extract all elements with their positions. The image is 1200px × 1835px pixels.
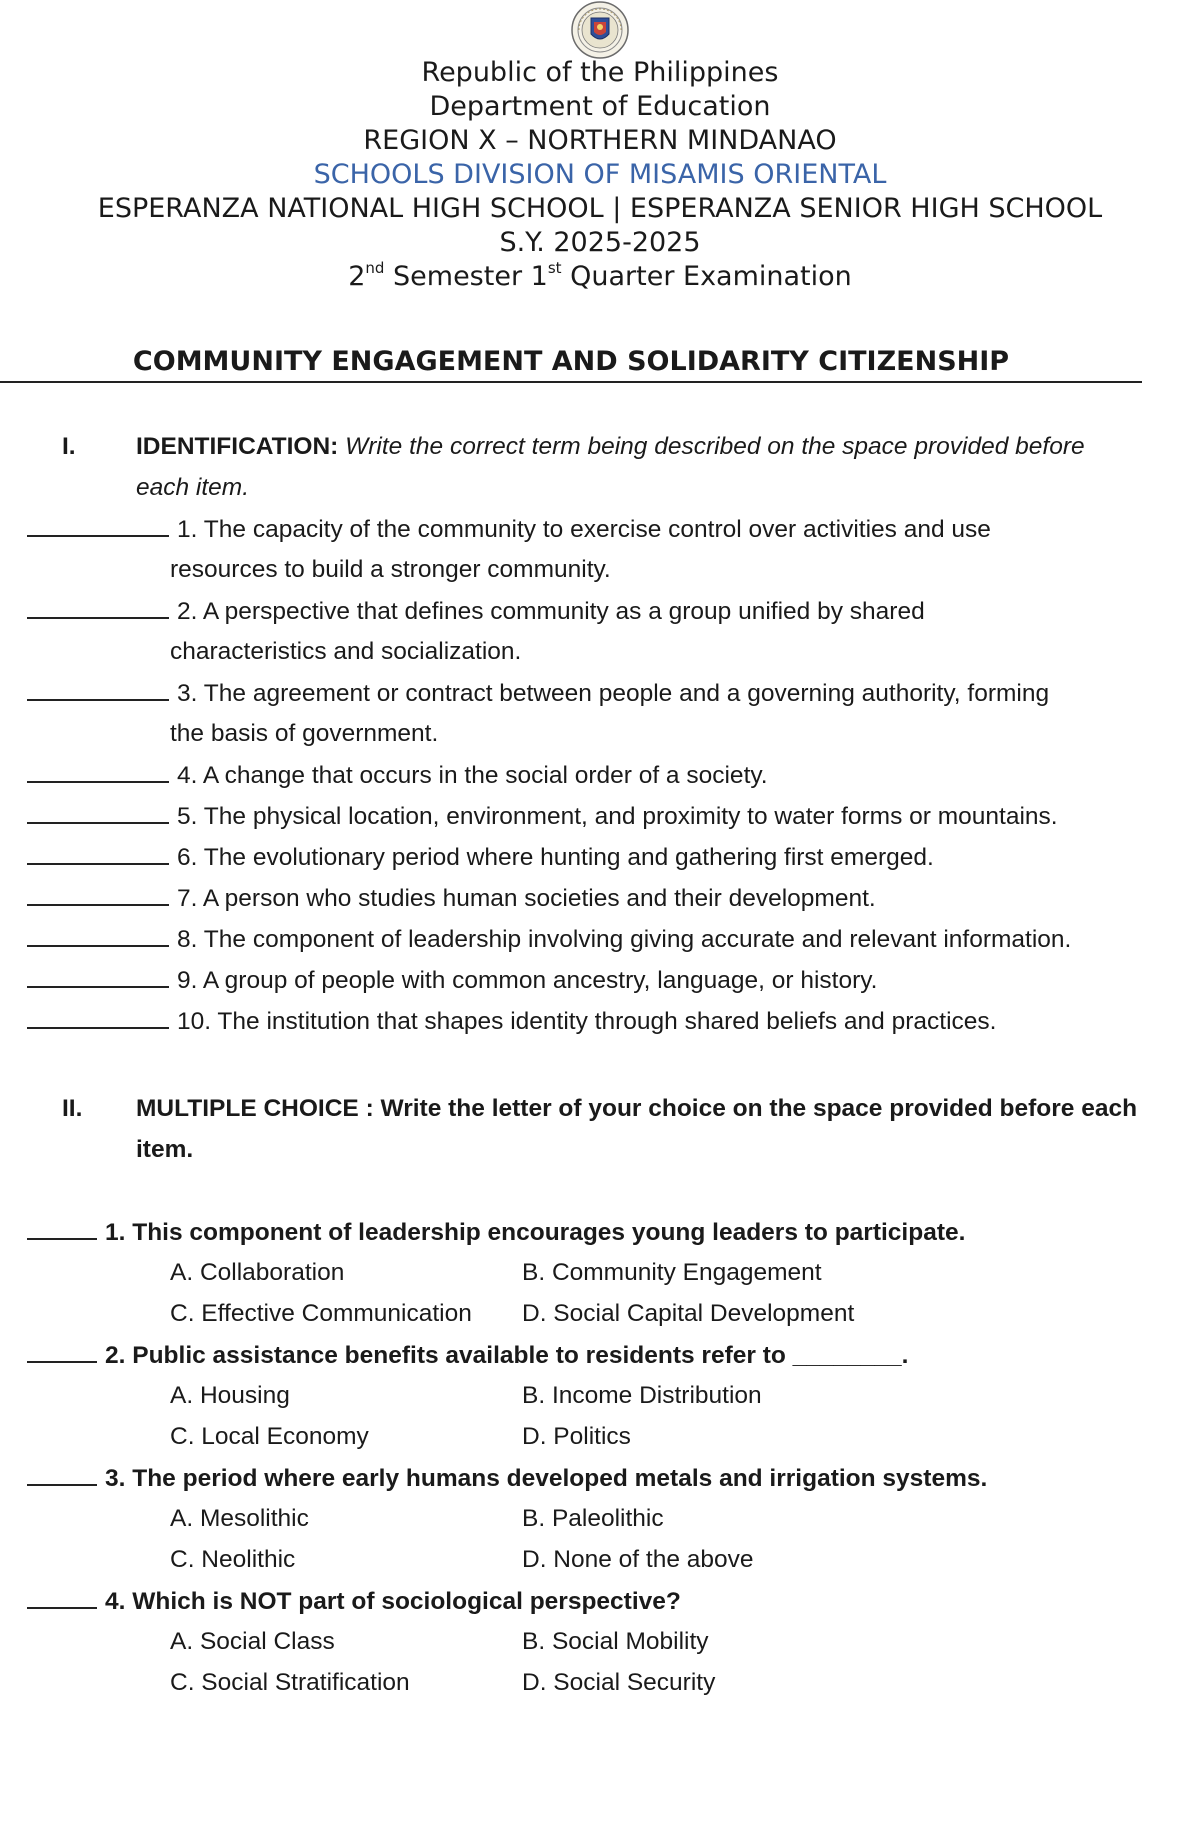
identification-item <box>27 836 1187 878</box>
identification-item <box>27 754 1187 796</box>
answer-blank[interactable] <box>27 918 169 947</box>
header-department: Department of Education <box>429 91 771 122</box>
identification-item <box>27 508 1187 550</box>
choice-option-c: C. Social Stratification <box>170 1669 410 1696</box>
choice-option-c: C. Neolithic <box>170 1546 296 1573</box>
header-school-year: S.Y. 2025-2025 <box>499 227 701 258</box>
item-text: 2. A perspective that defines community as a group unified by shared <box>177 598 925 625</box>
item-text-continued: characteristics and socialization. <box>170 638 522 665</box>
item-text: 9. A group of people with common ancestry, language, or history. <box>177 967 878 994</box>
answer-blank[interactable] <box>27 508 169 537</box>
item-text-continued: resources to build a stronger community. <box>170 556 611 583</box>
section-instruction: Write the correct term being described on the space provided before <box>338 433 1085 460</box>
choice-option-c: C. Local Economy <box>170 1423 369 1450</box>
question-text: 3. The period where early humans developed metals and irrigation systems. <box>105 1465 988 1492</box>
choice-option-a: A. Housing <box>170 1382 290 1409</box>
choice-option-a: A. Collaboration <box>170 1259 345 1286</box>
section-instruction-cont: item. <box>136 1136 194 1163</box>
choice-option-d: D. None of the above <box>522 1546 754 1573</box>
answer-blank[interactable] <box>27 590 169 619</box>
item-text: 6. The evolutionary period where hunting and gathering first emerged. <box>177 844 934 871</box>
answer-blank[interactable] <box>27 754 169 783</box>
choice-option-b: B. Income Distribution <box>522 1382 762 1409</box>
item-text: 7. A person who studies human societies and their development. <box>177 885 876 912</box>
section-instruction-cont: each item. <box>136 474 250 501</box>
item-text: 10. The institution that shapes identity through shared beliefs and practices. <box>177 1008 997 1035</box>
item-text: 1. The capacity of the community to exercise control over activities and use <box>177 516 991 543</box>
identification-item <box>27 918 1187 960</box>
subject-title: COMMUNITY ENGAGEMENT AND SOLIDARITY CITIZENSHIP <box>0 345 1142 383</box>
answer-blank[interactable] <box>27 836 169 865</box>
choice-option-a: A. Mesolithic <box>170 1505 309 1532</box>
identification-item <box>27 959 1187 1001</box>
header-exam-title: 2nd Semester 1st Quarter Examination <box>348 259 852 292</box>
item-text: 8. The component of leadership involving giving accurate and relevant information. <box>177 926 1072 953</box>
answer-blank[interactable] <box>27 672 169 701</box>
choice-option-b: B. Social Mobility <box>522 1628 709 1655</box>
identification-item <box>27 1000 1187 1042</box>
identification-item <box>27 672 1187 714</box>
section-numeral: II. <box>62 1095 83 1122</box>
choice-option-b: B. Community Engagement <box>522 1259 822 1286</box>
question-text: 2. Public assistance benefits available to residents refer to ________. <box>105 1342 909 1369</box>
item-text-continued: the basis of government. <box>170 720 439 747</box>
mc-question <box>27 1211 965 1253</box>
answer-blank[interactable] <box>27 1580 97 1609</box>
answer-blank[interactable] <box>27 1211 97 1240</box>
section-numeral: I. <box>62 433 76 460</box>
answer-blank[interactable] <box>27 877 169 906</box>
mc-question <box>27 1457 987 1499</box>
section-instruction: MULTIPLE CHOICE : Write the letter of your choice on the space provided before each <box>136 1095 1138 1122</box>
mc-question <box>27 1334 908 1376</box>
answer-blank[interactable] <box>27 1457 97 1486</box>
identification-item <box>27 590 1187 632</box>
header-country: Republic of the Philippines <box>421 57 779 88</box>
section-label: IDENTIFICATION: <box>136 433 339 460</box>
choice-option-d: D. Politics <box>522 1423 631 1450</box>
choice-option-d: D. Social Capital Development <box>522 1300 855 1327</box>
question-text: 1. This component of leadership encourages young leaders to participate. <box>105 1219 966 1246</box>
deped-seal-logo <box>567 0 633 60</box>
answer-blank[interactable] <box>27 795 169 824</box>
header-region: REGION X – NORTHERN MINDANAO <box>363 125 837 156</box>
choice-option-b: B. Paleolithic <box>522 1505 664 1532</box>
header-school: ESPERANZA NATIONAL HIGH SCHOOL | ESPERANZA SENIOR HIGH SCHOOL <box>97 193 1103 224</box>
item-text: 4. A change that occurs in the social order of a society. <box>177 762 768 789</box>
answer-blank[interactable] <box>27 1334 97 1363</box>
identification-item <box>27 795 1187 837</box>
item-text: 5. The physical location, environment, and proximity to water forms or mountains. <box>177 803 1058 830</box>
answer-blank[interactable] <box>27 959 169 988</box>
choice-option-a: A. Social Class <box>170 1628 335 1655</box>
answer-blank[interactable] <box>27 1000 169 1029</box>
header-division: SCHOOLS DIVISION OF MISAMIS ORIENTAL <box>313 159 887 190</box>
item-text: 3. The agreement or contract between people and a governing authority, forming <box>177 680 1050 707</box>
identification-item <box>27 877 1187 919</box>
mc-question <box>27 1580 681 1622</box>
question-text: 4. Which is NOT part of sociological perspective? <box>105 1588 681 1615</box>
choice-option-c: C. Effective Communication <box>170 1300 472 1327</box>
choice-option-d: D. Social Security <box>522 1669 716 1696</box>
